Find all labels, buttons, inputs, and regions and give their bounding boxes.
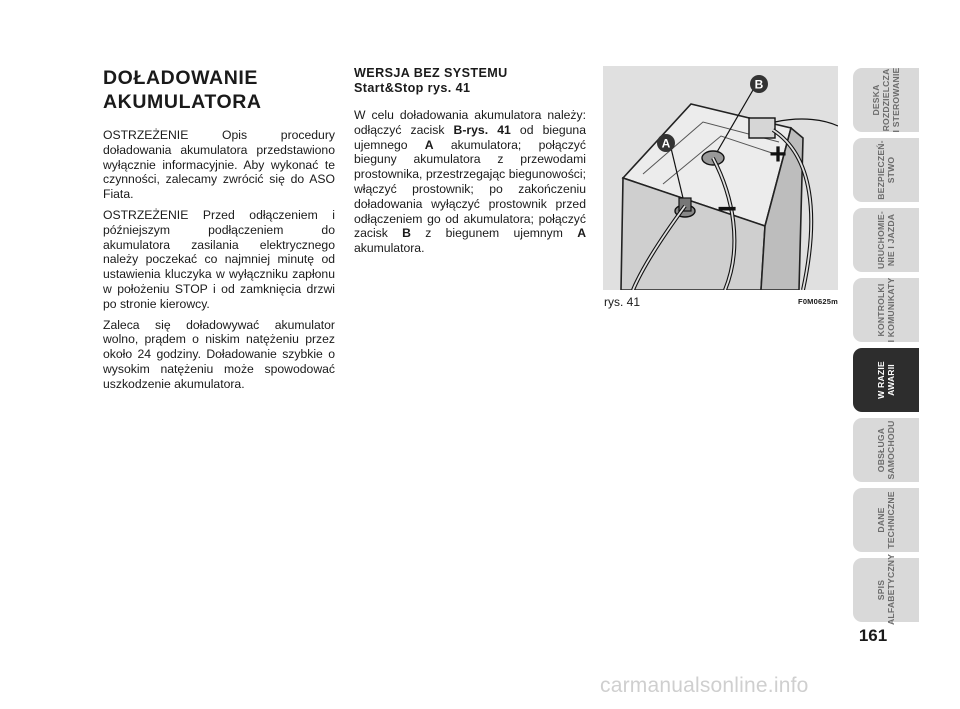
procedure-text: W celu doładowania akumulatora należy: odłączyć zacisk	[354, 108, 586, 137]
tab-label	[876, 417, 896, 483]
tab-label	[876, 487, 896, 553]
tab-label-line: DANE	[876, 507, 886, 533]
procedure-text: akumulatora; połączyć bieguny akumulatora z przewodami prostownika, przestrzegając biegunowości; włączyć prostownik; po zakończeniu doładowania wyłączyć prostownik przed odłączeniem go od akumulatora; połączyć zacisk	[354, 137, 586, 241]
tab-label-line: W RAZIE	[876, 361, 886, 399]
page-number: 161	[858, 626, 888, 645]
tab-label-line: URUCHOMIE-	[876, 211, 886, 269]
tab-label-line: NIE I JAZDA	[886, 213, 896, 267]
tab-label-line: BEZPIECZEŃ-	[876, 140, 886, 200]
callout-b: B	[754, 77, 764, 92]
procedure-text: od bieguna ujemnego	[354, 122, 586, 152]
section-title-line: DOŁADOWANIE	[103, 67, 259, 89]
tab-label-line: AWARII	[886, 364, 896, 396]
figure-reference: B-rys. 41	[453, 122, 511, 137]
tab-label-line: ROZDZIELCZA	[881, 68, 891, 132]
advice-paragraph: Zaleca się doładowywać akumulator wolno, prądem o niskim natężeniu przez około 24 godziny. Doładowanie szybkie o wysokim natężeniu może spowodować uszkodzenie akumulatora.	[103, 317, 335, 391]
subsection-title-line: Start&Stop rys. 41	[354, 81, 471, 95]
tab-label	[876, 207, 896, 273]
terminal-cover	[749, 118, 775, 138]
procedure-paragraph	[354, 108, 586, 256]
tab-label	[876, 277, 896, 343]
figure-label: rys. 41	[604, 295, 641, 309]
callout-a: A	[661, 136, 671, 151]
tab-label-line: STWO	[886, 156, 896, 184]
terminal-reference: A	[424, 137, 434, 152]
warning-paragraph-1: OSTRZEŻENIE Opis procedury doładowania akumulatora przedstawiono wyłącznie informacyjnie. Aby wykonać te czynności, zalecamy zwrócić się do ASO Fiata.	[103, 128, 335, 202]
column-middle	[354, 66, 586, 262]
tab-w-razie-awarii[interactable]	[853, 348, 919, 412]
procedure-text: akumulatora.	[354, 241, 425, 256]
terminal-reference: B	[402, 226, 411, 241]
subsection-title-line: WERSJA BEZ SYSTEMU	[354, 66, 508, 80]
warning-paragraph-2: OSTRZEŻENIE Przed odłączeniem i późniejszym podłączeniem do akumulatora zasilania elektrycznego należy poczekać co najmniej minutę od ustawienia kluczyka w wyłączniku zapłonu w położeniu STOP i od zamknięcia drzwi po stronie kierowcy.	[103, 207, 335, 311]
tab-kontrolki[interactable]	[853, 278, 919, 342]
plus-symbol: +	[769, 138, 787, 171]
tab-obsluga-samochodu[interactable]	[853, 418, 919, 482]
tab-label-line: SAMOCHODU	[886, 420, 896, 480]
tab-uruchomienie[interactable]	[853, 208, 919, 272]
battery-drawing	[603, 66, 838, 290]
tab-label-line: OBSŁUGA	[876, 427, 886, 473]
subsection-title	[354, 66, 586, 96]
tab-label	[871, 67, 901, 133]
figure-code: F0M0625m	[798, 297, 838, 306]
tab-deska-rozdzielcza[interactable]	[853, 68, 919, 132]
tab-dane-techniczne[interactable]	[853, 488, 919, 552]
section-title-line: AKUMULATORA	[103, 91, 262, 113]
figure-caption	[604, 295, 838, 311]
tab-label	[876, 347, 896, 413]
tab-label-line: TECHNICZNE	[886, 491, 896, 549]
terminal-reference: A	[577, 226, 587, 241]
tab-label-line: SPIS	[876, 579, 886, 601]
tab-label-line: KONTROLKI	[876, 283, 886, 337]
battery-illustration	[603, 66, 838, 290]
section-title	[103, 66, 335, 114]
wire	[775, 119, 838, 126]
watermark: carmanualsonline.info	[600, 674, 809, 697]
tab-bezpieczenstwo[interactable]	[853, 138, 919, 202]
tab-label	[876, 555, 896, 625]
minus-symbol: −	[717, 190, 737, 228]
tab-label-line: I STEROWANIE	[891, 67, 901, 133]
tab-spis-alfabetyczny[interactable]	[853, 553, 919, 625]
tab-label-line: DESKA	[871, 84, 881, 116]
tab-label	[876, 137, 896, 203]
column-left	[103, 66, 335, 398]
procedure-text: z biegunem ujemnym	[410, 226, 578, 241]
tab-label-line: ALFABETYCZNY	[886, 553, 896, 625]
tab-label-line: I KOMUNIKATY	[886, 277, 896, 343]
